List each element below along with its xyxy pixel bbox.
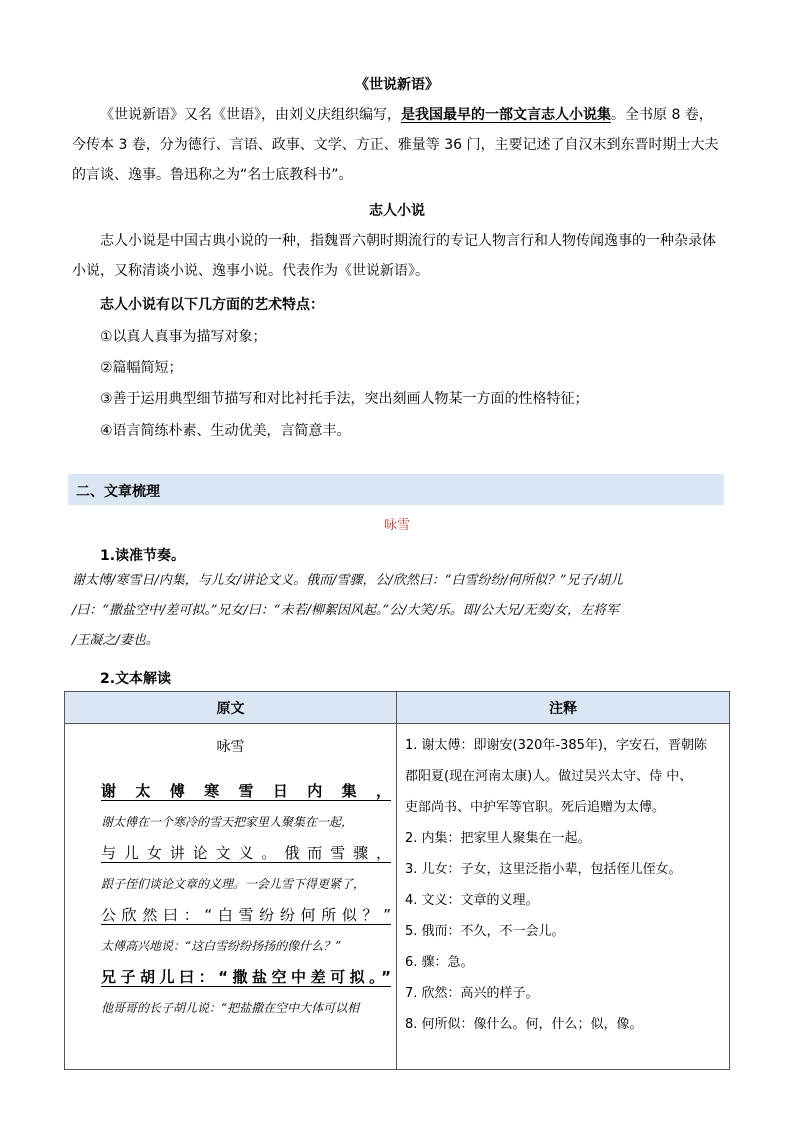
intro-paragraph [72,100,724,190]
original-text-cell [65,724,397,1070]
note-line: 5. 俄而：不久，不一会儿。 [405,924,565,939]
poem-title: 咏雪 [216,739,245,755]
section-header-bar [68,474,724,505]
note-line: 1. 谢太傅：即谢安(320年-385年)，字安石，晋朝陈 [405,738,707,753]
rhythm-line-1: 谢太傅/寒雪日/内集，与儿女/讲论文义。俄而/雪骤，公/欣然曰：“白雪纷纷/何所似？”兄子/胡儿 [72,573,623,588]
intro-highlight: 是我国最早的一部文言志人小说集 [401,107,611,123]
note-line: 6. 骤：急。 [405,955,474,970]
features-heading: 志人小说有以下几方面的艺术特点： [100,297,324,313]
book-title: 《世说新语》 [355,77,439,93]
original-line-1: 谢太傅寒雪日内集， [101,782,391,800]
feature-item-2: ②篇幅简短； [100,360,183,376]
note-line: 4. 文义：文章的义理。 [405,893,539,908]
original-line-2: 与儿女讲论文义。俄而雪骤， [101,844,391,862]
note-line: 吏部尚书、中护军等官职。死后追赠为太傅。 [405,800,666,815]
rhythm-line-2: /曰：“撒盐空中/差可拟。”兄女/曰：“未若/柳絮因风起。”公/大笑/乐。即/公大兄/无奕/女，左将军 [72,603,620,618]
feature-item-3: ③善于运用典型细节描写和对比衬托手法，突出刻画人物某一方面的性格特征； [100,391,589,407]
intro-text-a: 《世说新语》又名《世语》，由刘义庆组织编写， [100,107,401,123]
feature-item-4: ④语言简练朴素、生动优美，言简意丰。 [100,423,351,439]
rhythm-line-3: /王凝之/妻也。 [72,633,159,648]
zhiren-text: 志人小说是中国古典小说的一种，指魏晋六朝时期流行的专记人物言行和人物传闻逸事的一种杂录体小说，又称清谈小说、逸事小说。代表作为《世说新语》。 [72,233,716,279]
original-line-4: 兄子胡儿曰：“撒盐空中差可拟。” [101,968,391,986]
translation-line-3: 太傅高兴地说：“这白雪纷纷扬扬的像什么？” [101,939,342,953]
intro-text-c: 。全书原 8 卷，今传本 3 卷，分为德行、言语、政事、文学、方正、雅量等 36 门，主要记述了自汉末到东晋时期士大夫的言谈、逸事。鲁迅称之为“名士底教科书”。 [72,107,719,183]
note-line: 8. 何所似：像什么。何，什么；似，像。 [405,1017,643,1032]
section-title: 二、文章梳理 [76,484,160,500]
note-line: 2. 内集：把家里人聚集在一起。 [405,831,591,846]
translation-line-1: 谢太傅在一个寒冷的雪天把家里人聚集在一起， [101,815,354,829]
section-subtitle: 咏雪 [383,518,410,533]
column-header-notes: 注释 [397,692,730,724]
note-line: 3. 儿女：子女，这里泛指小辈，包括侄儿侄女。 [405,862,682,877]
feature-item-1: ①以真人真事为描写对象； [100,329,267,345]
zhiren-title: 志人小说 [369,203,425,219]
note-line: 7. 欣然：高兴的样子。 [405,986,539,1001]
zhiren-paragraph [72,226,724,286]
step-1-heading: 1.读准节奏。 [100,548,186,564]
translation-line-2: 跟子侄们谈论文章的义理。一会儿雪下得更紧了， [101,877,366,891]
notes-cell [397,724,730,1070]
translation-line-4: 他哥哥的长子胡儿说：“把盐撒在空中大体可以相 [101,1001,360,1015]
column-header-original: 原文 [65,692,397,724]
text-notes-table [64,691,730,1070]
step-2-heading: 2.文本解读 [100,671,172,687]
note-line: 郡阳夏(现在河南太康)人。做过吴兴太守、侍 中、 [405,769,693,784]
original-line-3: 公欣然曰：“白雪纷纷何所似？” [101,906,391,924]
